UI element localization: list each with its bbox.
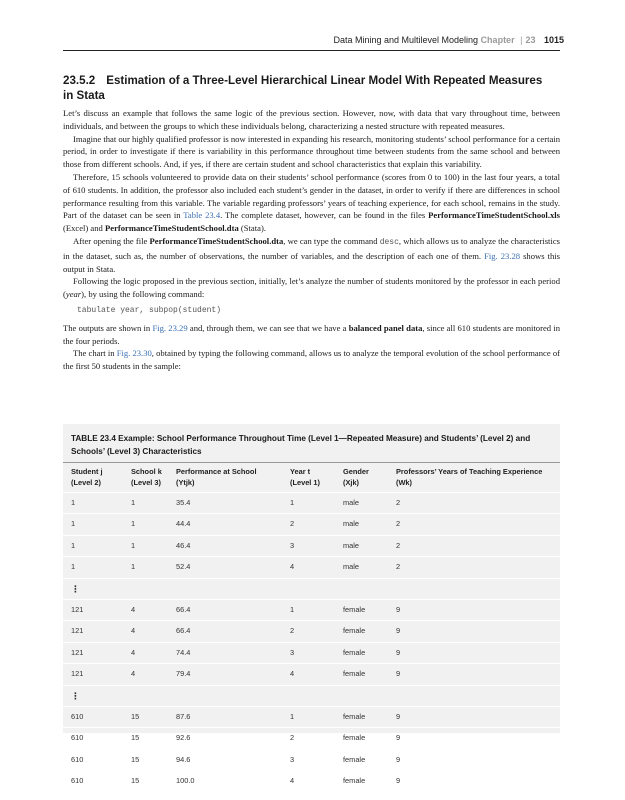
column-header: Year t (Level 1) [290,467,320,487]
table-cell: 94.6 [176,754,191,764]
table-cell: 121 [71,647,84,657]
table-cell: female [343,733,366,743]
ellipsis-row [63,685,560,706]
chapter-label: Chapter [480,35,515,45]
table-caption: TABLE 23.4 Example: School Performance Throughout Time (Level 1—Repeated Measure) and Students’ (Level 2) and Schools’ (Level 3) Characteristics [71,434,531,456]
table-cell: 1 [131,498,136,507]
table-cell: 2 [396,498,401,507]
table-cell: female [343,754,366,764]
table-cell: 1 [131,540,136,550]
fig-23-29-link[interactable]: Fig. 23.29 [152,322,188,333]
paragraph-1: Let’s discuss an example that follows the same logic of the previous section. However, now, with data that vary throughout time, between individuals, and between the groups to which these individuals belong, characterizing a nested structure with repeated measures. [63,108,560,131]
table-cell: female [343,669,366,679]
ellipsis-row [63,578,560,599]
column-header: Performance at School (Ytjk) [176,467,257,487]
header-separator: | [520,35,523,45]
book-section-title: Data Mining and Multilevel Modeling [333,35,479,45]
table-cell: 9 [396,605,401,615]
table-cell: 2 [290,519,295,529]
table-cell: 9 [396,733,401,743]
table-cell: 4 [290,669,295,679]
page-number: 1015 [543,35,564,45]
table-cell: 4 [131,605,136,615]
table-cell: 2 [396,519,401,529]
table-cell: 610 [71,776,84,786]
table-cell: 66.4 [176,605,191,615]
table-cell [176,578,290,599]
table-cell: 3 [290,540,295,550]
section-heading [63,73,553,103]
table-cell: 1 [71,519,76,529]
table-cell: 44.4 [176,519,191,529]
table-row [63,621,560,642]
table-cell: male [343,540,360,550]
table-cell: 121 [71,669,84,679]
table-cell: 610 [71,733,84,743]
table-row [63,771,560,792]
table-23-4 [63,424,560,786]
table-cell [131,685,176,706]
balanced-panel-term: balanced panel data [348,322,423,333]
paragraph-3: Therefore, 15 schools volunteered to provide data on their students’ school performance (scores from 0 to 100) in the last four years, a total of 610 students. In addition, the professor also included each student’s gender in the dataset, in order to verify if there are differences in school performance resulting from this variable. The variable regarding professors’ years of teaching experience, for each school, remains in the study. Part of the dataset can be seen in Table 23.4. The complete dataset, however, can be found in the files PerformanceTimeStudentSchool.xls (Excel) and PerformanceTimeStudentSchool.dta (Stata). [63,171,560,234]
table-cell: 4 [131,647,136,657]
table-cell: 66.4 [176,626,191,636]
table-header-row [63,463,560,493]
table-body [63,493,560,792]
paragraph-2: Imagine that our highly qualified professor is now interested in expanding his research, monitoring students’ school performance for a certain period, in order to investigate if there is variability in this performance throughout time between students from the same school and between those from different schools. And, if yes, if there are certain student and school characteristics that explain this variability. [63,133,560,170]
table-23-4-link[interactable]: Table 23.4 [183,210,221,221]
dta-filename: PerformanceTimeStudentSchool.dta [105,223,239,234]
table-cell: 3 [290,647,295,657]
column-header: Professors’ Years of Teaching Experience (Wk) [396,467,543,487]
table-cell: 9 [396,626,401,636]
table-cell [396,685,560,706]
section-title: Estimation of a Three-Level Hierarchical Linear Model With Repeated Measures in Stata [63,74,543,102]
data-table [63,462,560,792]
table-cell: 9 [396,669,401,679]
table-row [63,707,560,728]
column-header: Student j (Level 2) [71,467,103,487]
desc-command: desc [379,237,399,247]
year-variable: year [65,289,82,300]
table-cell: 92.6 [176,733,191,743]
table-cell: female [343,647,366,657]
table-cell [396,578,560,599]
table-cell: 52.4 [176,562,191,572]
table-cell: 2 [290,626,295,636]
table-cell: 4 [290,776,295,786]
paragraph-5: Following the logic proposed in the previous section, initially, let’s analyze the number of students monitored by the professor in each period (year), by using the following command: [63,276,560,300]
table-cell: female [343,712,366,722]
running-head [333,35,564,45]
table-cell: 610 [71,712,84,722]
table-cell: 100.0 [176,776,195,786]
table-row [63,514,560,535]
table-cell: 1 [71,562,76,572]
table-row [63,728,560,749]
paragraph-7: The chart in Fig. 23.30, obtained by typing the following command, allows us to analyze the temporal evolution of the school performance of the first 50 students in the sample: [63,348,560,372]
table-cell: 87.6 [176,712,191,722]
table-cell: 15 [131,754,140,764]
table-cell [131,578,176,599]
fig-23-28-link[interactable]: Fig. 23.28 [484,250,521,261]
section-number: 23.5.2 [63,74,96,87]
column-header: School k (Level 3) [131,467,162,487]
table-cell [343,685,396,706]
column-header: Gender (Xjk) [343,467,369,487]
header-rule [63,50,560,51]
table-cell: male [343,498,360,507]
table-cell: 4 [131,626,136,636]
fig-23-30-link[interactable]: Fig. 23.30 [116,348,152,359]
table-cell: 4 [290,562,295,572]
table-cell: 15 [131,733,140,743]
table-cell: 1 [131,519,136,529]
paragraph-6: The outputs are shown in Fig. 23.29 and, through them, we can see that we have a balanced panel data, since all 610 students are monitored in the four periods. [63,322,560,346]
code-block: tabulate year, subpop(student) [77,305,222,315]
body-text [63,107,560,373]
table-cell: 1 [131,562,136,572]
table-cell: male [343,562,360,572]
table-cell: 46.4 [176,540,191,550]
table-cell: 9 [396,754,401,764]
table-cell: 1 [290,498,295,507]
table-cell [290,578,343,599]
table-cell: 610 [71,754,84,764]
table-cell: 79.4 [176,669,191,679]
table-cell: 15 [131,712,140,722]
table-cell: 9 [396,776,401,786]
table-cell: 121 [71,605,84,615]
table-cell: female [343,605,366,615]
table-row [63,600,560,621]
table-cell: 2 [396,540,401,550]
table-row [63,642,560,663]
table-cell: 9 [396,712,401,722]
table-cell: 15 [131,776,140,786]
table-cell [290,685,343,706]
table-cell: female [343,626,366,636]
table-cell: 1 [290,605,295,615]
dta-filename-2: PerformanceTimeStudentSchool.dta [149,235,284,246]
table-row [63,749,560,770]
table-row [63,535,560,556]
table-cell: 1 [71,540,76,550]
table-cell: 2 [290,733,295,743]
table-cell: 35.4 [176,498,191,507]
table-cell: 9 [396,647,401,657]
table-cell: 2 [396,562,401,572]
table-cell: female [343,776,366,786]
table-row [63,493,560,514]
table-row [63,557,560,578]
paragraph-4: After opening the file PerformanceTimeStudentSchool.dta, we can type the command desc, which allows us to analyze the characteristics in the dataset, such as, the number of observations, the number of variables, and the description of each one of them. Fig. 23.28 shows this output in Stata. [63,235,561,274]
chapter-number: 23 [525,35,536,45]
table-cell: 74.4 [176,647,191,657]
table-cell [176,685,290,706]
table-cell [343,578,396,599]
table-cell: male [343,519,360,529]
table-cell: ⋮ [71,690,80,701]
table-cell: 1 [290,712,295,722]
table-cell: ⋮ [71,583,80,594]
table-cell: 3 [290,754,295,764]
table-cell: 4 [131,669,136,679]
table-cell: 121 [71,626,84,636]
table-cell: 1 [71,498,76,507]
xls-filename: PerformanceTimeStudentSchool.xls [428,210,560,221]
table-row [63,664,560,685]
